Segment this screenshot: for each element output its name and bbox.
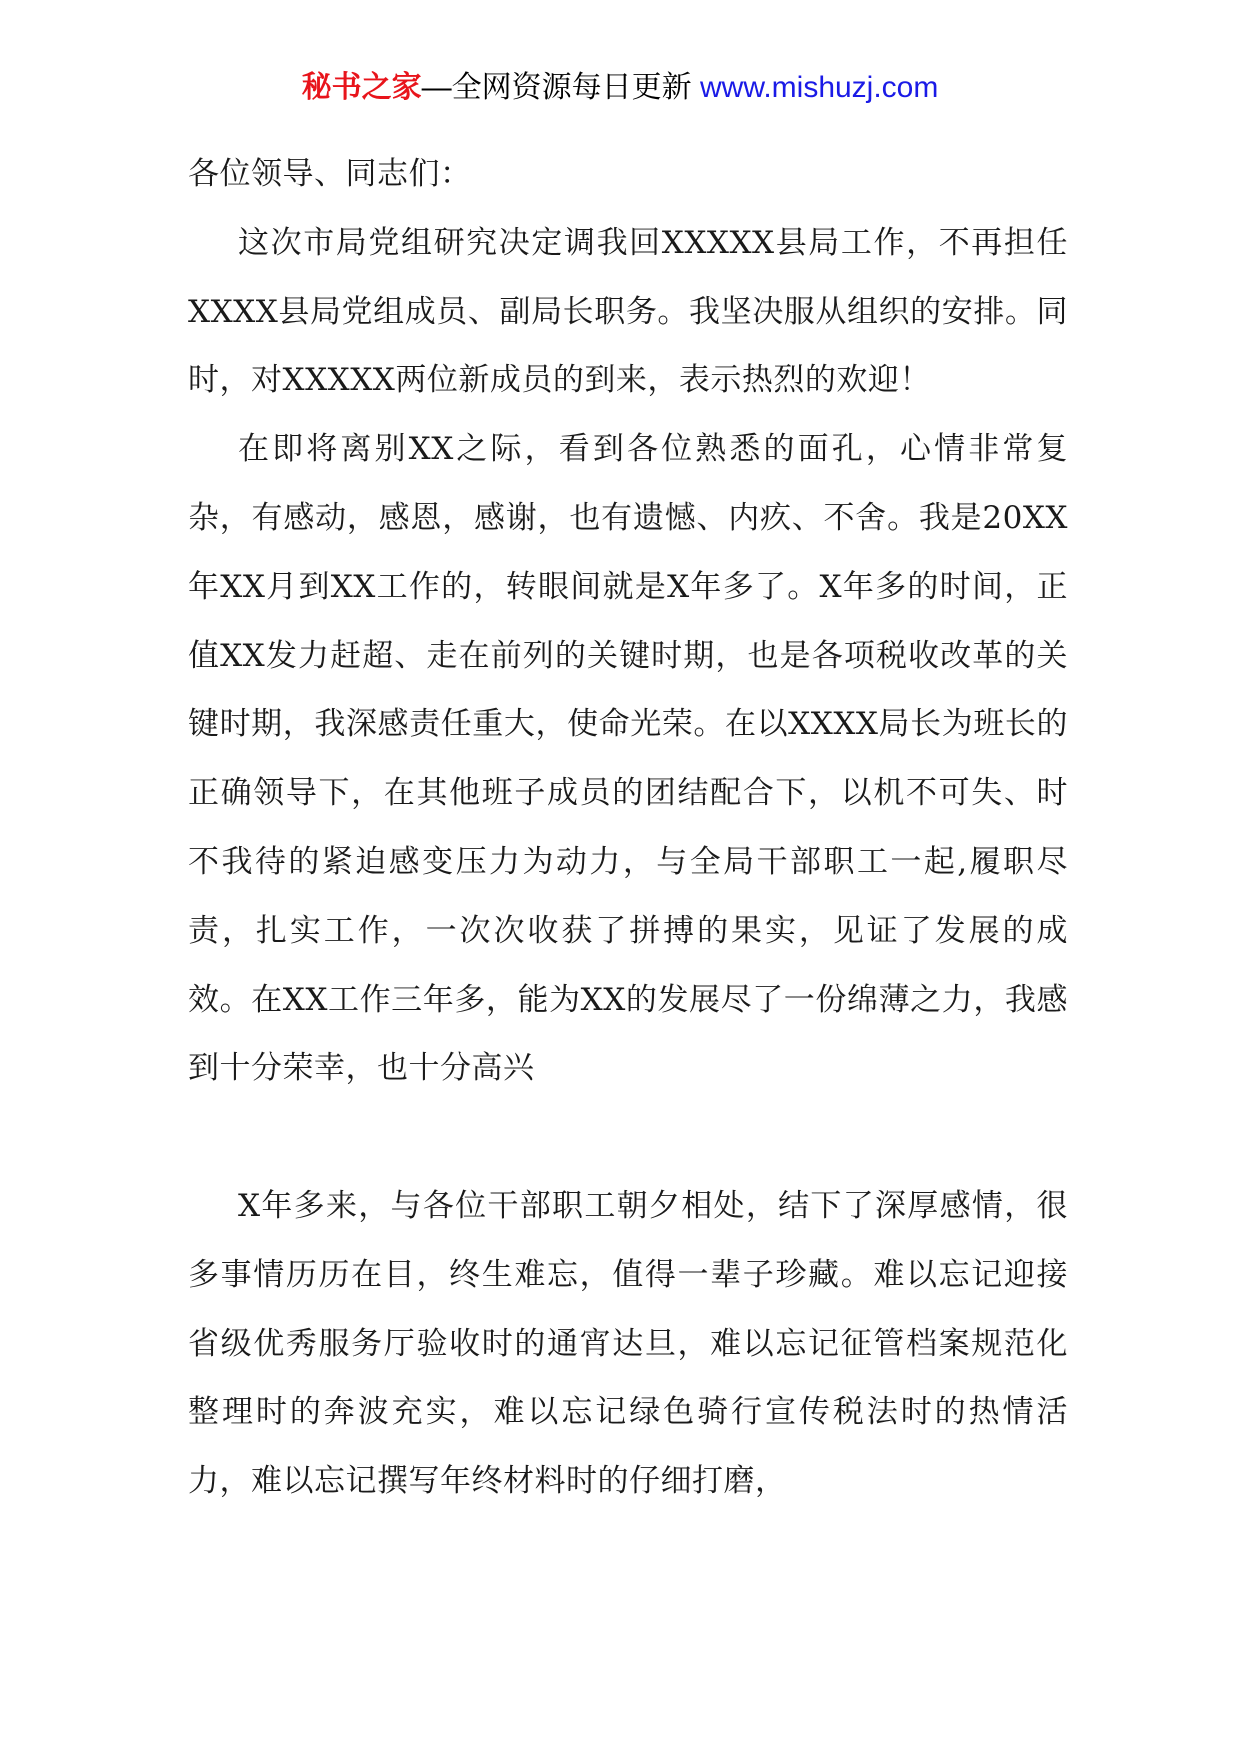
site-url-link[interactable]: www.mishuzj.com	[699, 71, 939, 104]
site-slogan: —全网资源每日更新	[421, 71, 700, 104]
paragraph-3: X年多来，与各位干部职工朝夕相处，结下了深厚感情，很多事情历历在目，终生难忘，值得一辈子珍藏。难以忘记迎接省级优秀服务厅验收时的通宵达旦，难以忘记征管档案规范化整理时的奔波充实，难以忘记绿色骑行宣传税法时的热情活力，难以忘记撰写年终材料时的仔细打磨，	[188, 1187, 1068, 1500]
site-brand: 秘书之家	[301, 71, 422, 104]
paragraph-1: 这次市局党组研究决定调我回XXXXX县局工作，不再担任XXXX县局党组成员、副局长职务。我坚决服从组织的安排。同时，对XXXXX两位新成员的到来，表示热烈的欢迎！	[188, 224, 1068, 399]
site-header	[0, 68, 1240, 108]
paragraph-2: 在即将离别XX之际，看到各位熟悉的面孔，心情非常复杂，有感动，感恩，感谢，也有遗憾、内疚、不舍。我是20XX年XX月到XX工作的，转眼间就是X年多了。X年多的时间，正值XX发力赶超、走在前列的关键时期，也是各项税收改革的关键时期，我深感责任重大，使命光荣。在以XXXX局长为班长的正确领导下，在其他班子成员的团结配合下，以机不可失、时不我待的紧迫感变压力为动力，与全局干部职工一起,履职尽责，扎实工作，一次次收获了拼搏的果实，见证了发展的成效。在XX工作三年多，能为XX的发展尽了一份绵薄之力，我感到十分荣幸，也十分高兴	[188, 431, 1068, 1087]
document-body	[188, 140, 1068, 1516]
greeting-line: 各位领导、同志们：	[188, 156, 472, 192]
